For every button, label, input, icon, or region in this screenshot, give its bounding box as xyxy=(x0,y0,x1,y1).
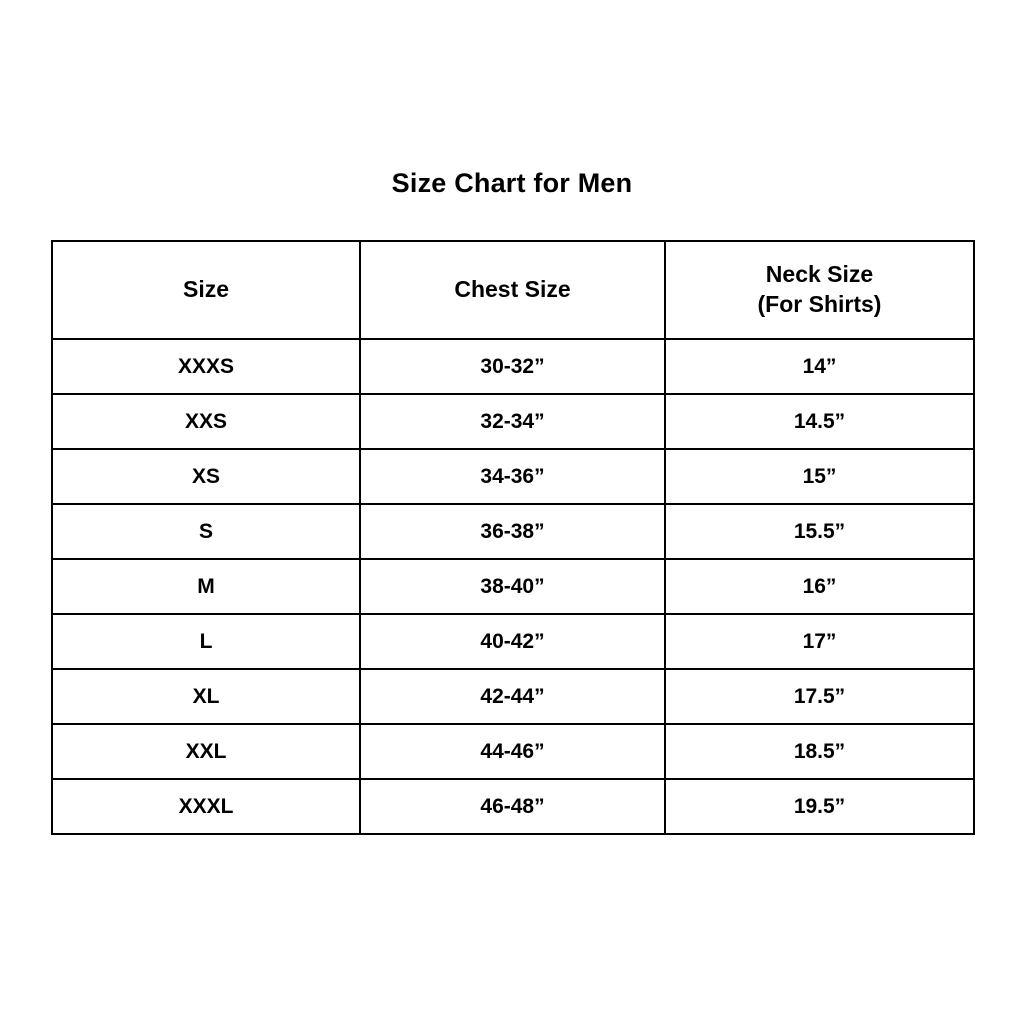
cell-neck: 17” xyxy=(665,614,974,669)
cell-neck: 14.5” xyxy=(665,394,974,449)
cell-chest: 34-36” xyxy=(360,449,665,504)
table-row xyxy=(52,559,974,614)
table-row xyxy=(52,339,974,394)
cell-size: XXXL xyxy=(52,779,360,834)
cell-neck: 19.5” xyxy=(665,779,974,834)
cell-size: XXL xyxy=(52,724,360,779)
cell-size: M xyxy=(52,559,360,614)
cell-size: XS xyxy=(52,449,360,504)
cell-chest: 40-42” xyxy=(360,614,665,669)
table-row xyxy=(52,669,974,724)
cell-size: L xyxy=(52,614,360,669)
table-row xyxy=(52,724,974,779)
table-row xyxy=(52,614,974,669)
cell-chest: 46-48” xyxy=(360,779,665,834)
table-header xyxy=(52,241,974,339)
cell-chest: 44-46” xyxy=(360,724,665,779)
cell-neck: 18.5” xyxy=(665,724,974,779)
table-header-row xyxy=(52,241,974,339)
table-body xyxy=(52,339,974,834)
column-header-neck-size-sublabel: (For Shirts) xyxy=(757,291,882,317)
column-header-size xyxy=(52,241,360,339)
cell-chest: 32-34” xyxy=(360,394,665,449)
table-row xyxy=(52,504,974,559)
cell-size: XXXS xyxy=(52,339,360,394)
cell-chest: 42-44” xyxy=(360,669,665,724)
column-header-neck-size xyxy=(665,241,974,339)
cell-neck: 14” xyxy=(665,339,974,394)
cell-size: XL xyxy=(52,669,360,724)
table-row xyxy=(52,394,974,449)
cell-chest: 30-32” xyxy=(360,339,665,394)
column-header-size-label: Size xyxy=(182,276,230,303)
column-header-neck-size-label: Neck Size xyxy=(765,261,874,288)
table-row xyxy=(52,779,974,834)
cell-chest: 38-40” xyxy=(360,559,665,614)
table-row xyxy=(52,449,974,504)
cell-chest: 36-38” xyxy=(360,504,665,559)
cell-neck: 16” xyxy=(665,559,974,614)
size-chart-table xyxy=(51,240,975,835)
page-title: Size Chart for Men xyxy=(391,168,633,198)
column-header-chest-size xyxy=(360,241,665,339)
cell-size: XXS xyxy=(52,394,360,449)
column-header-chest-size-label: Chest Size xyxy=(454,276,571,303)
cell-size: S xyxy=(52,504,360,559)
cell-neck: 15” xyxy=(665,449,974,504)
cell-neck: 15.5” xyxy=(665,504,974,559)
cell-neck: 17.5” xyxy=(665,669,974,724)
